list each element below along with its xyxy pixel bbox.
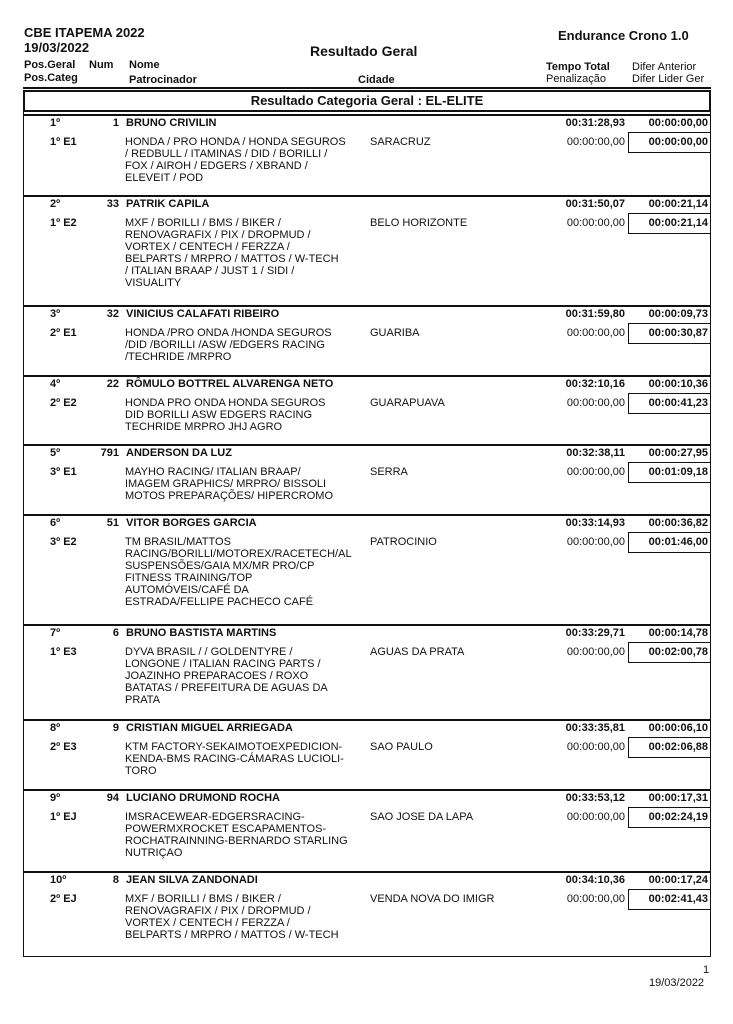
entry-position: 10º xyxy=(50,874,67,886)
entry-total-time: 00:31:59,80 xyxy=(565,308,625,320)
entry-sponsors: MAYHO RACING/ ITALIAN BRAAP/ IMAGEM GRAPHICS/ MRPRO/ BISSOLI MOTOS PREPARAÇÕES/ HIPERCROMO xyxy=(125,466,334,502)
col-nome: Nome xyxy=(129,59,160,71)
entry-diff-previous: 00:00:36,82 xyxy=(648,517,708,529)
result-entry xyxy=(23,305,711,375)
entry-diff-leader: 00:00:00,00 xyxy=(648,136,708,148)
entry-rider-name: ANDERSON DA LUZ xyxy=(126,447,232,459)
footer-date: 19/03/2022 xyxy=(649,977,705,989)
entry-category-position: 1º EJ xyxy=(50,811,77,823)
col-penalizacao: Penalização xyxy=(546,73,606,85)
entry-number: 33 xyxy=(106,198,119,210)
entry-category-position: 2º E1 xyxy=(50,327,77,339)
entry-diff-leader: 00:02:06,88 xyxy=(648,741,708,753)
entry-position: 8º xyxy=(50,722,61,734)
entry-number: 22 xyxy=(106,378,119,390)
entry-position: 6º xyxy=(50,517,61,529)
page-number: 1 xyxy=(703,964,710,976)
entry-diff-previous: 00:00:17,24 xyxy=(648,874,708,886)
entry-city: VENDA NOVA DO IMIGR xyxy=(370,893,495,905)
entry-sponsors: HONDA /PRO ONDA /HONDA SEGUROS /DID /BORILLI /ASW /EDGERS RACING /TECHRIDE /MRPRO xyxy=(125,327,332,363)
entry-category-position: 1º E2 xyxy=(50,217,77,229)
entry-city: AGUAS DA PRATA xyxy=(370,646,465,658)
entry-sponsors: IMSRACEWEAR-EDGERSRACING- POWERMXROCKET ESCAPAMENTOS- ROCHATRAINNING-BERNARDO STARLING NUTRIÇAO xyxy=(125,811,348,859)
entry-position: 4º xyxy=(50,378,61,390)
result-entry xyxy=(23,624,711,719)
entry-rider-name: VITOR BORGES GARCIA xyxy=(126,517,257,529)
event-date: 19/03/2022 xyxy=(24,40,90,55)
entry-penalty: 00:00:00,00 xyxy=(566,466,625,478)
entry-total-time: 00:32:38,11 xyxy=(566,447,625,459)
entry-diff-previous: 00:00:06,10 xyxy=(648,722,708,734)
entry-category-position: 3º E2 xyxy=(50,536,77,548)
col-patrocinador: Patrocinador xyxy=(129,74,197,86)
entry-rider-name: BRUNO BASTISTA MARTINS xyxy=(126,627,277,639)
entry-rider-name: CRISTIAN MIGUEL ARRIEGADA xyxy=(126,722,293,734)
entry-position: 9º xyxy=(50,792,61,804)
result-entry xyxy=(23,114,711,195)
result-entry xyxy=(23,195,711,305)
result-entry xyxy=(23,514,711,624)
entry-city: SAO JOSE DA LAPA xyxy=(370,811,474,823)
entry-category-position: 3º E1 xyxy=(50,466,77,478)
entry-penalty: 00:00:00,00 xyxy=(566,893,625,905)
result-entry xyxy=(23,871,711,957)
entry-total-time: 00:31:50,07 xyxy=(565,198,625,210)
entry-rider-name: RÔMULO BOTTREL ALVARENGA NETO xyxy=(126,378,334,390)
entry-diff-leader: 00:00:30,87 xyxy=(648,327,708,339)
entry-category-position: 2º E3 xyxy=(50,741,77,753)
entry-sponsors: MXF / BORILLI / BMS / BIKER / RENOVAGRAFIX / PIX / DROPMUD / VORTEX / CENTECH / FERZZA / BELPARTS / MRPRO / MATTOS / W-TECH xyxy=(125,893,339,941)
event-title: CBE ITAPEMA 2022 xyxy=(24,25,145,40)
col-difer-anterior: Difer Anterior xyxy=(632,61,697,73)
result-entry xyxy=(23,375,711,444)
entry-category-position: 1º E3 xyxy=(50,646,77,658)
entry-city: PATROCINIO xyxy=(370,536,437,548)
entry-rider-name: JEAN SILVA ZANDONADI xyxy=(126,874,258,886)
entry-penalty: 00:00:00,00 xyxy=(566,136,625,148)
entry-number: 1 xyxy=(112,117,119,129)
entry-diff-previous: 00:00:21,14 xyxy=(648,198,708,210)
entry-total-time: 00:34:10,36 xyxy=(565,874,625,886)
entry-sponsors: HONDA / PRO HONDA / HONDA SEGUROS / REDBULL / ITAMINAS / DID / BORILLI / FOX / AIROH / EDGERS / XBRAND / ELEVEIT / POD xyxy=(125,136,346,184)
entry-diff-previous: 00:00:27,95 xyxy=(648,447,708,459)
entry-total-time: 00:33:14,93 xyxy=(565,517,625,529)
header-divider xyxy=(23,87,711,89)
col-cidade: Cidade xyxy=(358,74,395,86)
entry-diff-leader: 00:01:46,00 xyxy=(648,536,708,548)
entry-position: 2º xyxy=(50,198,61,210)
entry-total-time: 00:31:28,93 xyxy=(565,117,625,129)
entry-category-position: 2º E2 xyxy=(50,397,77,409)
entry-number: 32 xyxy=(106,308,119,320)
entry-city: BELO HORIZONTE xyxy=(370,217,468,229)
entry-total-time: 00:32:10,16 xyxy=(565,378,625,390)
entry-number: 9 xyxy=(112,722,119,734)
entry-position: 7º xyxy=(50,627,61,639)
entry-city: SAO PAULO xyxy=(370,741,433,753)
entry-category-position: 2º EJ xyxy=(50,893,77,905)
entry-sponsors: DYVA BRASIL / / GOLDENTYRE / LONGONE / ITALIAN RACING PARTS / JOAZINHO PREPARACOES / ROXO BATATAS / PREFEITURA DE AGUAS DA PRATA xyxy=(125,646,328,706)
entry-sponsors: KTM FACTORY-SEKAIMOTOEXPEDICION- KENDA-BMS RACING-CÁMARAS LUCIOLI- TORO xyxy=(125,741,344,777)
entry-rider-name: PATRIK CAPILA xyxy=(126,198,210,210)
entry-city: SARACRUZ xyxy=(370,136,431,148)
entry-city: GUARAPUAVA xyxy=(370,397,445,409)
entry-sponsors: HONDA PRO ONDA HONDA SEGUROS DID BORILLI ASW EDGERS RACING TECHRIDE MRPRO JHJ AGRO xyxy=(125,397,326,433)
entry-total-time: 00:33:53,12 xyxy=(565,792,625,804)
entry-diff-leader: 00:00:41,23 xyxy=(648,397,708,409)
entry-diff-leader: 00:00:21,14 xyxy=(648,217,708,229)
entry-sponsors: TM BRASIL/MATTOS RACING/BORILLI/MOTOREX/RACETECH/AL SUSPENSÕES/GAIA MX/MR PRO/CP FITNESS TRAINING/TOP AUTOMÓVEIS/CAFÉ DA ESTRADA/FELLIPE PACHECO CAFÉ xyxy=(125,536,352,608)
entry-sponsors: MXF / BORILLI / BMS / BIKER / RENOVAGRAFIX / PIX / DROPMUD / VORTEX / CENTECH / FERZZA / BELPARTS / MRPRO / MATTOS / W-TECH / ITALIAN BRAAP / JUST 1 / SIDI / VISUALITY xyxy=(125,217,339,289)
entry-diff-leader: 00:02:41,43 xyxy=(648,893,708,905)
entry-number: 51 xyxy=(106,517,119,529)
entry-number: 791 xyxy=(100,447,119,459)
col-num: Num xyxy=(89,59,114,71)
entry-penalty: 00:00:00,00 xyxy=(566,741,625,753)
col-difer-lider: Difer Lider Ger xyxy=(632,73,705,85)
entry-total-time: 00:33:35,81 xyxy=(565,722,625,734)
col-pos-geral: Pos.Geral xyxy=(24,59,76,71)
entry-diff-leader: 00:02:24,19 xyxy=(648,811,708,823)
entry-diff-previous: 00:00:00,00 xyxy=(648,117,708,129)
result-entry xyxy=(23,444,711,514)
entry-number: 8 xyxy=(112,874,119,886)
entry-total-time: 00:33:29,71 xyxy=(565,627,625,639)
entry-rider-name: LUCIANO DRUMOND ROCHA xyxy=(126,792,280,804)
entry-city: SERRA xyxy=(370,466,408,478)
entry-penalty: 00:00:00,00 xyxy=(566,217,625,229)
col-tempo-total: Tempo Total xyxy=(546,61,610,73)
entry-diff-previous: 00:00:09,73 xyxy=(648,308,708,320)
entry-diff-previous: 00:00:10,36 xyxy=(648,378,708,390)
entry-city: GUARIBA xyxy=(370,327,420,339)
report-title: Resultado Geral xyxy=(310,43,418,59)
entry-category-position: 1º E1 xyxy=(50,136,77,148)
entry-diff-leader: 00:02:00,78 xyxy=(648,646,708,658)
col-pos-categ: Pos.Categ xyxy=(24,72,78,84)
result-entry xyxy=(23,719,711,789)
entry-penalty: 00:00:00,00 xyxy=(566,327,625,339)
entry-penalty: 00:00:00,00 xyxy=(566,397,625,409)
entry-penalty: 00:00:00,00 xyxy=(566,536,625,548)
result-entry xyxy=(23,789,711,871)
entry-penalty: 00:00:00,00 xyxy=(566,811,625,823)
entry-position: 3º xyxy=(50,308,61,320)
entry-number: 94 xyxy=(106,792,119,804)
category-title: Resultado Categoria Geral : EL-ELITE xyxy=(23,90,711,112)
entry-position: 5º xyxy=(50,447,61,459)
entry-diff-leader: 00:01:09,18 xyxy=(648,466,708,478)
entry-rider-name: BRUNO CRIVILIN xyxy=(126,117,217,129)
entry-rider-name: VINICIUS CALAFATI RIBEIRO xyxy=(126,308,280,320)
entry-position: 1º xyxy=(50,117,61,129)
entry-penalty: 00:00:00,00 xyxy=(566,646,625,658)
software-name: Endurance Crono 1.0 xyxy=(558,28,689,43)
entry-diff-previous: 00:00:17,31 xyxy=(648,792,708,804)
entry-diff-previous: 00:00:14,78 xyxy=(648,627,708,639)
entry-number: 6 xyxy=(112,627,119,639)
